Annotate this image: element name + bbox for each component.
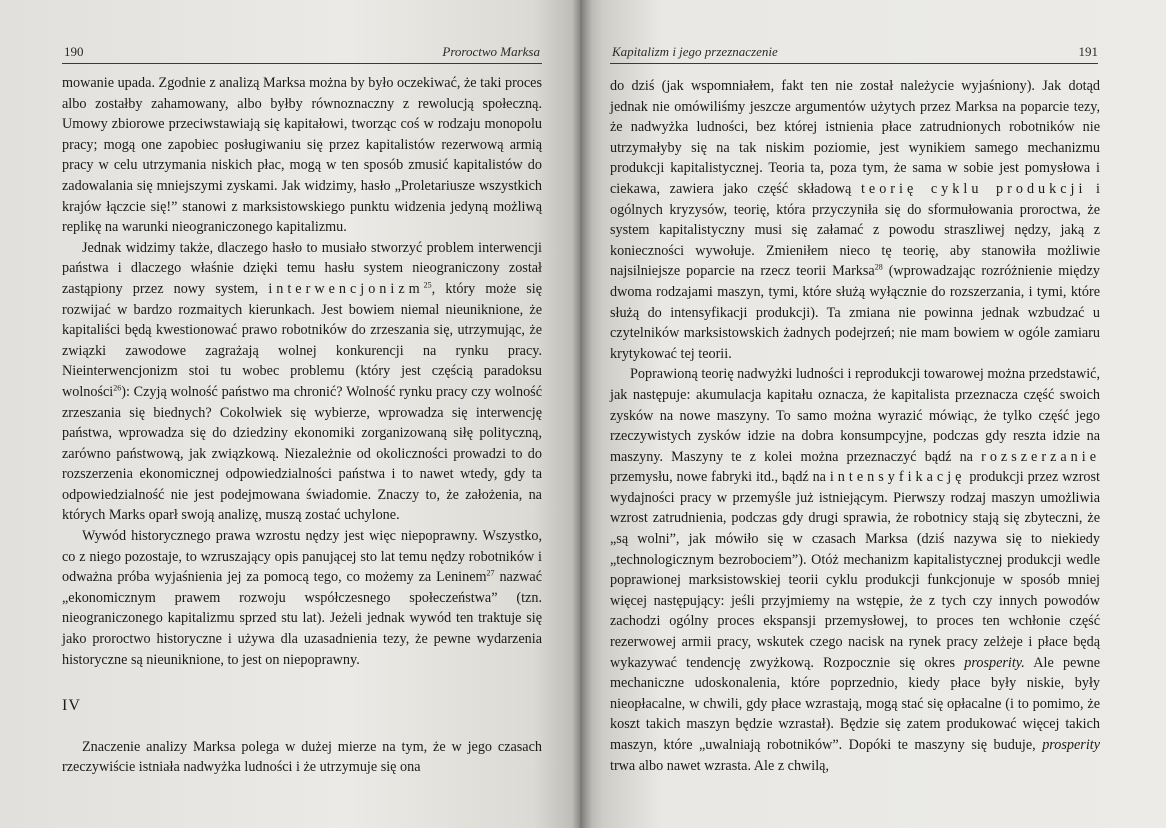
paragraph: Znaczenie analizy Marksa polega w dużej mierze na tym, że w jego czasach rzeczywiście istniała nadwyżka ludności i że utrzymuje się ona (62, 738, 542, 776)
text-run: ): Czyją wolność państwo ma chronić? Wolność rynku pracy czy wolność zrzeszania się biednych? Cokolwiek się wybierze, wprowadza się interwencję państwa, wprowadza się do dziedziny ekonomiki zorganizowaną siłę polityczną, zarówno państwową, jak związkową. Niezależnie od okoliczności prowadzi to do rozszerzenia ekonomicznej odpowiedzialności państwa i to nawet wtedy, gdy ta odpowiedzialność nie jest podejmowana świadomie. Znaczy to, że założenia, na których Marks oparł swoją analizę, muszą zostać uchylone. (62, 383, 542, 524)
paragraph (62, 526, 542, 670)
right-page-body (610, 76, 1100, 776)
footnote-ref: 25 (423, 280, 432, 290)
spaced-emphasis: interwencjonizm (268, 280, 424, 297)
page-number: 191 (1078, 44, 1098, 59)
text-run: , który może się rozwijać w bardzo rozmaitych kierunkach. Jest bowiem niemal nieuniknione, że kapitaliści będą kwestionować prawo robotników do zrzeszania się, utrzymując, że związki zawodowe zagrażają wolnej konkurencji na rynku pracy. Nieinterwencjonizm stoi tu wobec problemu (który jest częścią paradoksu wolności (62, 280, 542, 400)
left-paragraphs (62, 73, 542, 670)
text-run: i ogólnych kryzysów, teorię, która przyczyniła się do sformułowania proroctwa, że system kapitalistyczny musi się załamać z powodu straszliwej nędzy, jaką z konieczności wywołuje. Zmieniłem nieco tę teorię, aby stanowiła możliwie najsilniejsze poparcie na rzecz teorii Marksa (610, 180, 1100, 280)
text-run: do dziś (jak wspomniałem, fakt ten nie został należycie wyjaśniony). Jak dotąd jednak nie omówiliśmy jeszcze argumentów użytych przez Marksa na poparcie tezy, że nadwyżka ludności, bez której istnienia płace zatrudnionych robotników nie utrzymałyby się na tak niskim poziomie, jest wynikiem samego mechanizmu produkcji kapitalistycznej. Teoria ta, poza tym, że sama w sobie jest pomysłowa i ciekawa, zawiera jako część składową (610, 78, 1100, 197)
italic-emphasis: prosperity. (964, 654, 1025, 671)
text-run: przemysłu, nowe fabryki itd., bądź na (610, 469, 830, 486)
section-heading: IV (62, 697, 81, 715)
header-rule (610, 63, 1098, 64)
footnote-ref: 28 (874, 262, 883, 272)
paragraph (62, 238, 542, 526)
paragraph (62, 73, 542, 238)
book-gutter-shadow (572, 0, 592, 828)
spaced-emphasis: intensyfikację (829, 469, 966, 486)
running-title: Proroctwo Marksa (442, 44, 540, 59)
footnote-ref: 27 (486, 568, 495, 578)
text-run: Ale pewne mechaniczne udoskonalenia, które poprzednio, kiedy płace były niskie, były nieopłacalne, w chwili, gdy płace wzrastają, mogą stać się opłacalne (i to pomimo, że koszt takich maszyn będzie wzrastał). Będzie się zatem produkować więcej takich maszyn, które „uwalniają robotników”. Dopóki te maszyny się buduje, (610, 654, 1101, 753)
running-title: Kapitalizm i jego przeznaczenie (612, 44, 778, 59)
text-run: Wywód historycznego prawa wzrostu nędzy jest więc niepoprawny. Wszystko, co z niego pozostaje, to wzruszający opis panującej sto lat temu nędzy robotników i odważna próba wyjaśnienia jej za pomocą tego, co możemy za Leninem (62, 528, 542, 586)
footnote-ref: 26 (113, 383, 122, 393)
text-run: (wprowadzając rozróżnienie między dwoma rodzajami maszyn, tymi, które służą wyłącznie do rozszerzania, i tymi, które służą do intensyfikacji produkcji). Ta zmiana nie powinna jednak wzbudzać u czytelników marksistowskich żadnych podejrzeń; nie mam bowiem w ogóle zamiaru krytykować tej teorii. (610, 263, 1100, 362)
paragraph (610, 364, 1100, 776)
right-page (580, 0, 1166, 828)
text-run: Jednak widzimy także, dlaczego hasło to musiało stworzyć problem interwencji państwa i dlaczego właśnie dzięki temu hasłu system nieograniczony został zastąpiony przez nowy system, (62, 239, 542, 297)
text-run: Poprawioną teorię nadwyżki ludności i reprodukcji towarowej można przedstawić, jak następuje: akumulacja kapitału oznacza, że kapitalista przeznacza część swoich zysków na nowe maszyny. To samo można wyrazić mówiąc, że tylko część jego rzeczywistych zysków idzie na dobra konsumpcyjne, podczas gdy reszta idzie na maszyny. Maszyny te z kolei można przeznaczyć bądź na (610, 366, 1101, 465)
header-rule (62, 63, 542, 64)
left-page (0, 0, 580, 828)
right-paragraphs (610, 76, 1100, 776)
spaced-emphasis: rozszerzanie (981, 448, 1100, 465)
text-run: mowanie upada. Zgodnie z analizą Marksa można by było oczekiwać, że taki proces albo zostałby zahamowany, albo byłby równoznaczny z rewolucją społeczną. Umowy zbiorowe przeciwstawiają się kapitałowi, tworząc coś w rodzaju monopolu pracy; mogą one zapobiec posługiwaniu się przez kapitalistów rezerwową armią pracy w celu utrzymania niskich płac, mogą w ten sposób zmusić kapitalistów do zadowalania się mniejszymi zyskami. Jak widzimy, hasło „Proletariusze wszystkich krajów łączcie się!” stanowi z marksistowskiego punktu widzenia jedyną możliwą replikę na warunki nieograniczonego kapitalizmu. (62, 75, 542, 236)
text-run: nazwać „ekonomicznym prawem rozwoju współczesnego społeczeństwa” (tzn. nieograniczonego kapitalizmu sprzed stu lat). Jeżeli jednak wywód ten traktuje się jako proroctwo historyczne i używa dla uzasadnienia tezy, że pewne wydarzenia historyczne są nieuniknione, to jest on niepoprawny. (62, 569, 542, 668)
spaced-emphasis: teorię cyklu produkcji (860, 180, 1087, 197)
paragraph (610, 76, 1100, 364)
left-page-body (62, 73, 542, 778)
text-run: produkcji przez wzrost wydajności pracy w przemyśle już istniejącym. Pierwszy rodzaj maszyn umożliwia wzrost zatrudnienia, podczas gdy drugi sprawia, że robotnicy stają się zbyteczni, że „są wolni”, jak mówiło się w czasach Marksa (dziś nazywa się to niekiedy „technologicznym bezrobociem”). Otóż mechanizm kapitalistycznej produkcji wedle poprawionej marksistowskiej teorii cyklu produkcji funkcjonuje w sposób mniej więcej następujący: jeśli przyjmiemy na wstępie, że z tych czy innych powodów zachodzi ogólny proces ekspansji przemysłowej, to proces ten wchłonie część rezerwowej armii pracy, wskutek czego nacisk na rynek pracy zelżeje i płace będą wykazywać tendencję zwyżkową. Rozpocznie się okres (610, 469, 1100, 671)
text-run: trwa albo nawet wzrasta. Ale z chwilą, (610, 757, 830, 774)
page-number: 190 (64, 44, 84, 59)
italic-emphasis: prosperity (1042, 737, 1100, 753)
